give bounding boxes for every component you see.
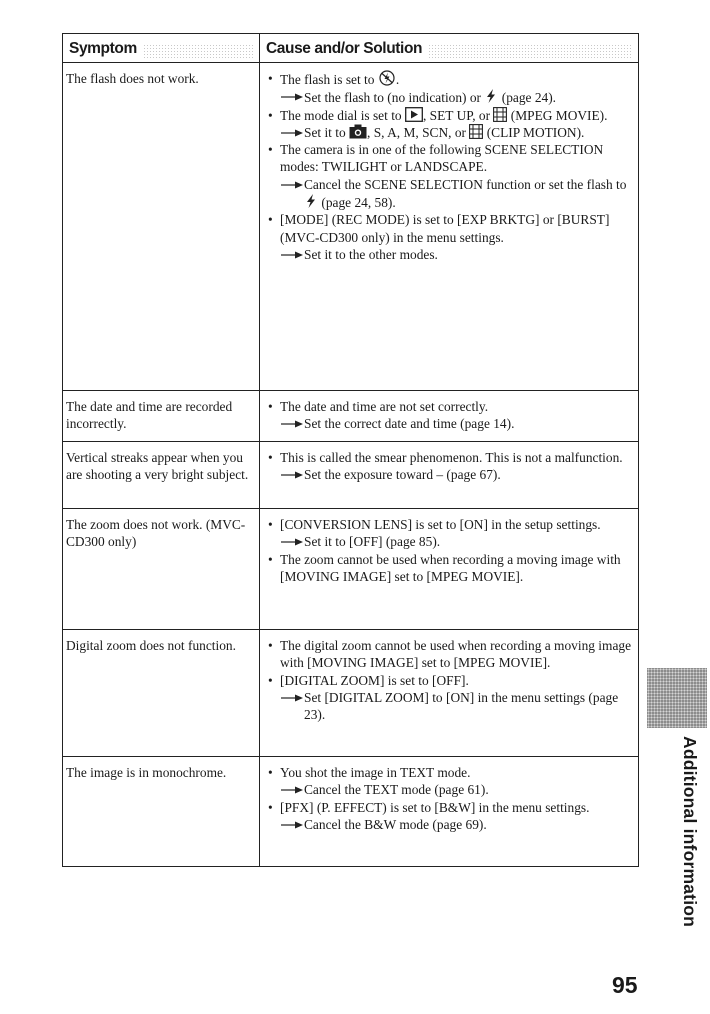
table-row [63, 757, 638, 866]
symptom-cell: The image is in monochrome. [66, 765, 227, 780]
table-row [63, 63, 638, 391]
table-row [63, 391, 638, 442]
symptom-cell: Digital zoom does not function. [66, 638, 236, 653]
symptom-cell: The zoom does not work. (MVC-CD300 only) [66, 517, 246, 550]
cause-header: Cause and/or Solution [259, 34, 638, 62]
arrow-right-icon [280, 415, 304, 432]
arrow-right-icon [280, 816, 304, 833]
playback-icon [405, 107, 423, 122]
auto-camera-icon [349, 124, 367, 139]
table-row [63, 509, 638, 630]
table-row [63, 630, 638, 757]
solution-cell: • You shot the image in TEXT mode. Cancel the TEXT mode (page 61). • [PFX] (P. EFFECT) is set to [B&W] in the menu settings. Cancel the B&W mode (page 69). [259, 757, 638, 866]
solution-cell: • [CONVERSION LENS] is set to [ON] in the setup settings. Set it to [OFF] (page 85). • The zoom cannot be used when recording a moving image with [MOVING IMAGE] set to [MPEG MOVIE]. [259, 509, 638, 629]
symptom-header: Symptom [63, 34, 259, 62]
symptom-cell: The date and time are recorded incorrectly. [66, 399, 233, 432]
table-row [63, 442, 638, 509]
flash-icon [304, 193, 318, 209]
troubleshooting-table [62, 33, 639, 867]
arrow-right-icon [280, 533, 304, 550]
solution-cell: • The flash is set to . Set the flash to (no indication) or (page 24). • The mode dial is set to , SET UP, or (MPEG MOVIE). Set it to , S, A, M, SCN, or (CLIP MOTION). • The camera is in one of the following SCENE SELECTION modes: TWILIGHT or LANDSCAPE. Cancel the SCENE SELECTION function or set the flash to (page 24, 58). • [MODE] (REC MODE) is set to [EXP BRKTG] or [BURST] (MVC-CD300 only) in the menu settings. Set it to the other modes. [259, 63, 638, 390]
film-strip-icon [469, 124, 483, 139]
table-header [63, 34, 638, 63]
arrow-right-icon [280, 88, 304, 105]
solution-cell: • The digital zoom cannot be used when recording a moving image with [MOVING IMAGE] set to [MPEG MOVIE]. • [DIGITAL ZOOM] is set to [OFF]. Set [DIGITAL ZOOM] to [ON] in the menu settings (page 23). [259, 630, 638, 756]
flash-off-icon [378, 70, 396, 86]
symptom-cell: The flash does not work. [66, 71, 199, 86]
film-strip-icon [493, 107, 507, 122]
section-tab-label: Additional information [680, 736, 700, 928]
arrow-right-icon [280, 176, 304, 193]
arrow-right-icon [280, 466, 304, 483]
arrow-right-icon [280, 689, 304, 706]
solution-cell: • The date and time are not set correctly. Set the correct date and time (page 14). [259, 391, 638, 441]
solution-cell: • This is called the smear phenomenon. This is not a malfunction. Set the exposure toward – (page 67). [259, 442, 638, 508]
arrow-right-icon [280, 246, 304, 263]
symptom-cell: Vertical streaks appear when you are shooting a very bright subject. [66, 450, 249, 483]
page-number: 95 [612, 972, 638, 998]
section-tab-marker [647, 668, 707, 728]
arrow-right-icon [280, 124, 304, 141]
flash-icon [484, 88, 498, 104]
arrow-right-icon [280, 781, 304, 798]
